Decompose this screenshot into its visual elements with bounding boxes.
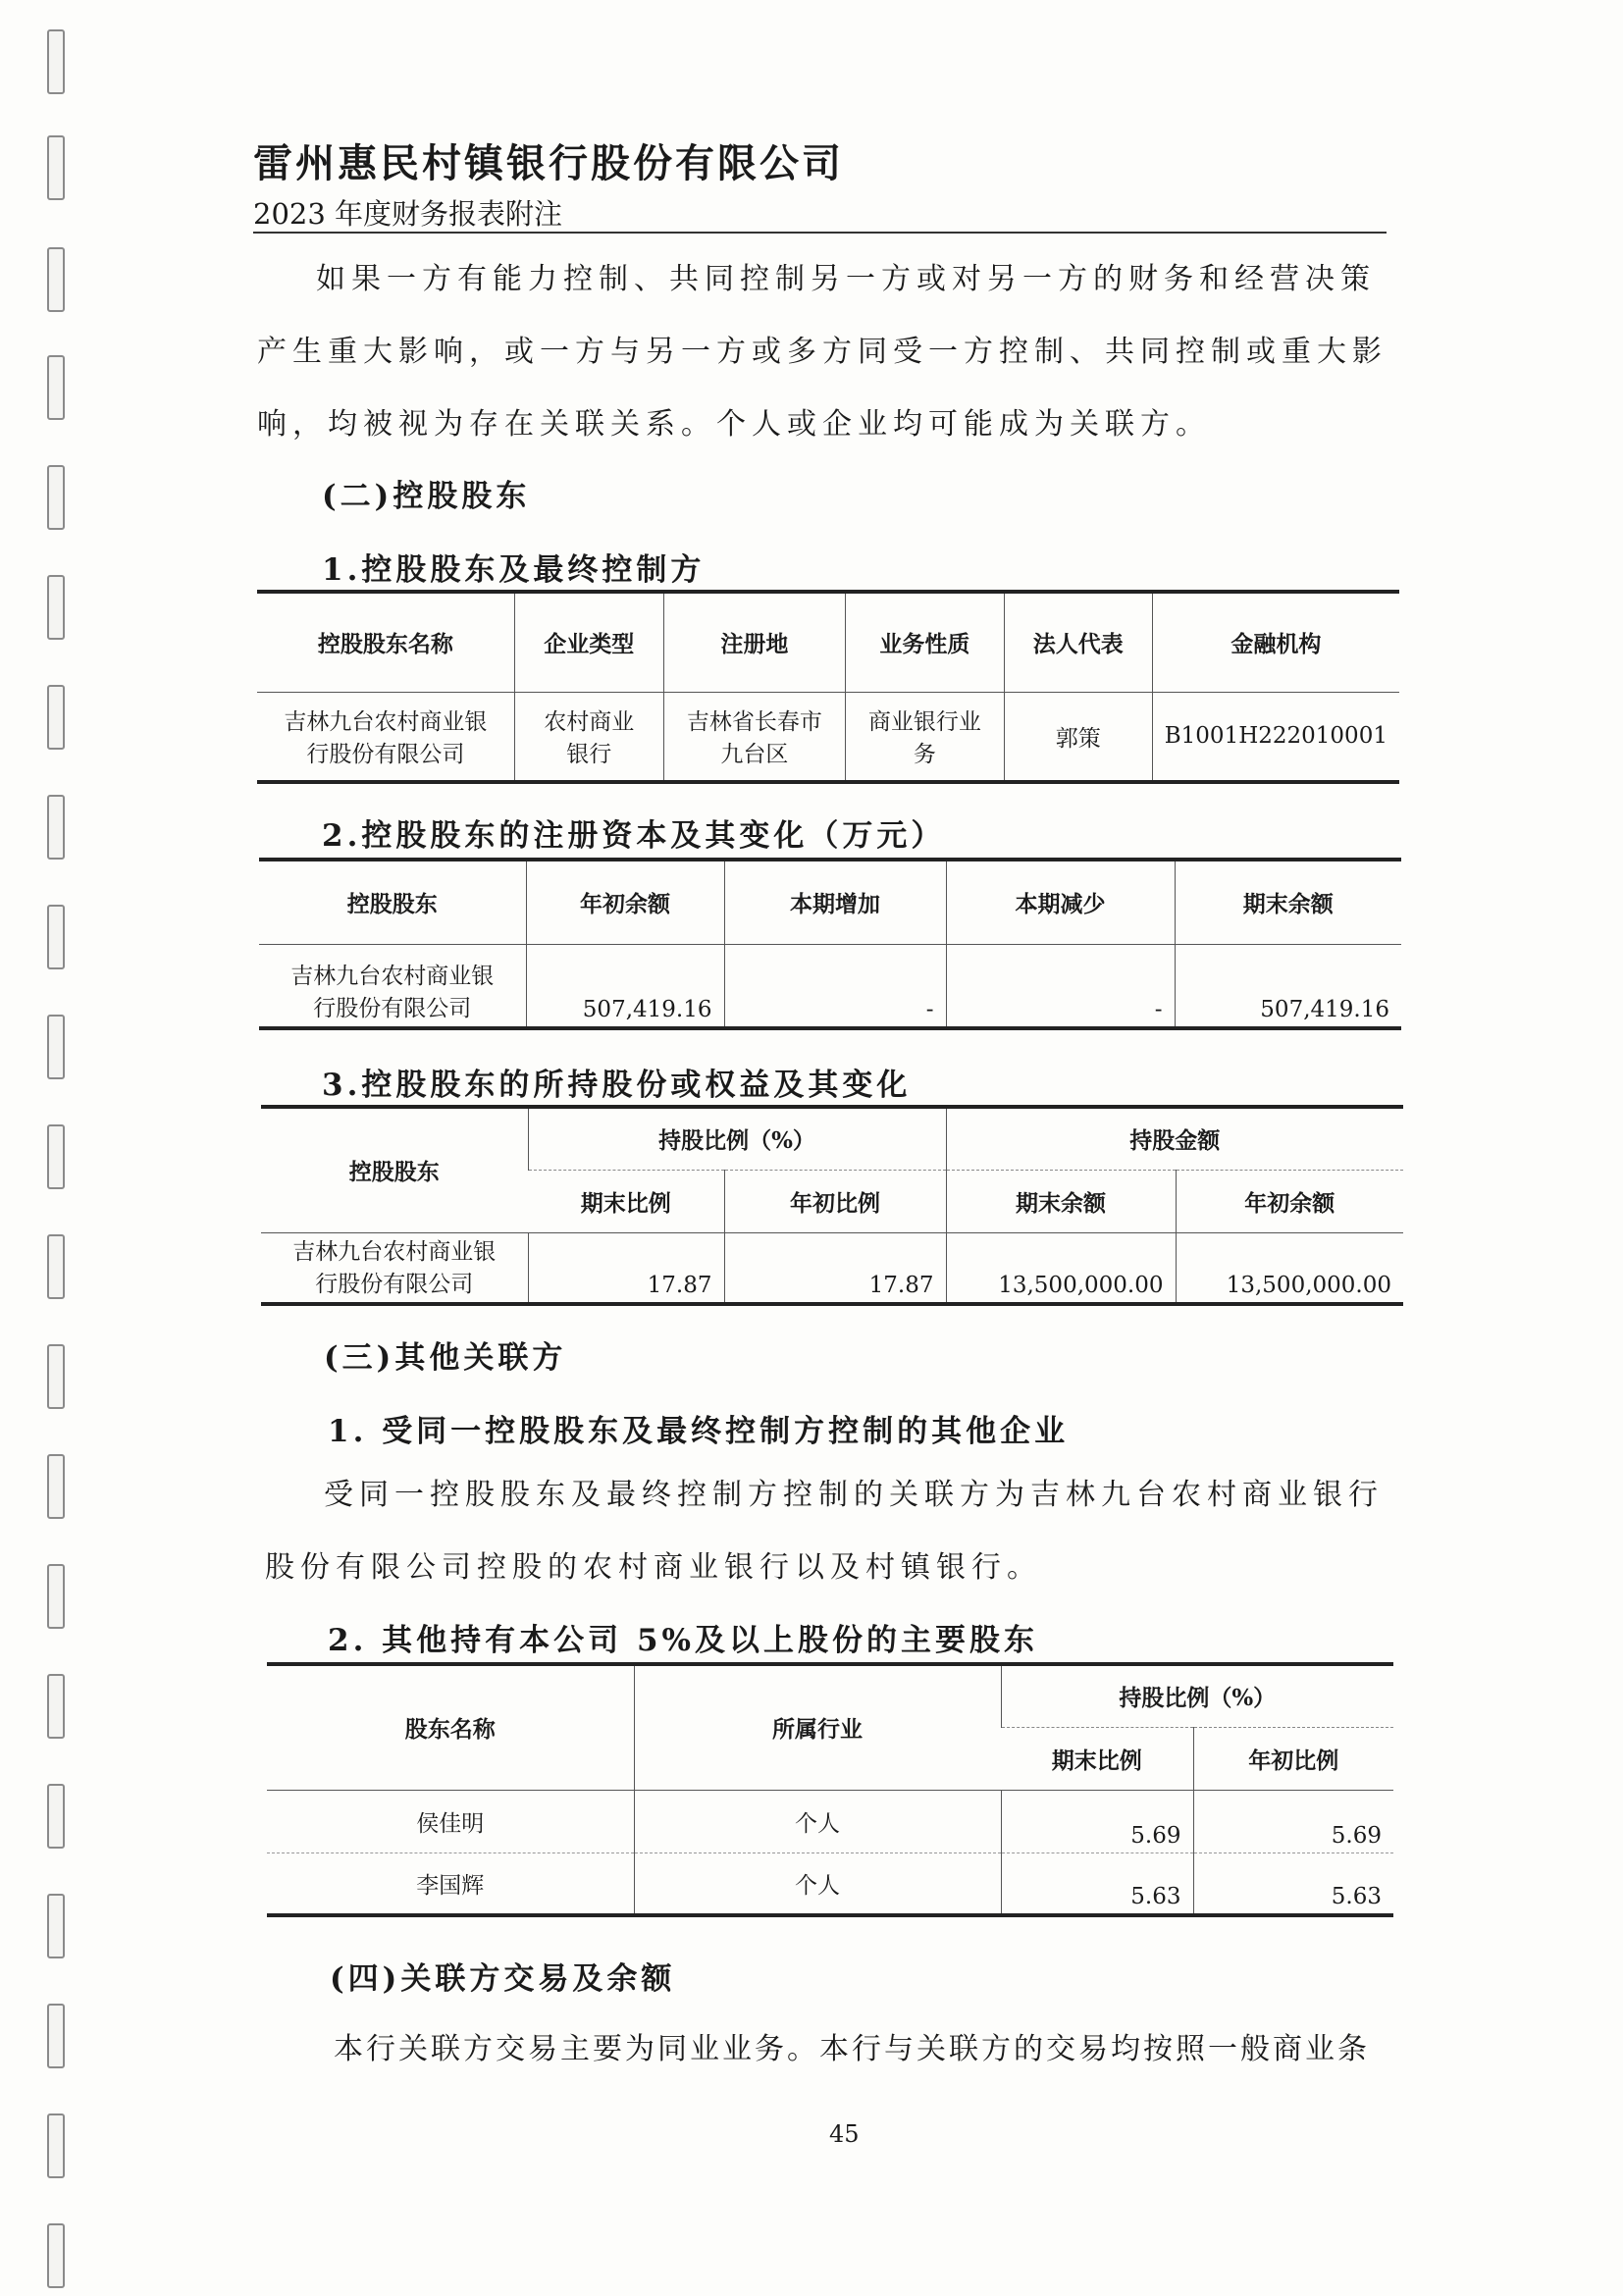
table-row xyxy=(257,692,1399,782)
cell-shareholder-name: 李国辉 xyxy=(416,1872,485,1899)
shareholding-table xyxy=(261,1105,1403,1306)
col-header: 年初比例 xyxy=(724,1170,946,1232)
cell-end-ratio: 17.87 xyxy=(528,1232,724,1304)
section-4-heading: (四)关联方交易及余额 xyxy=(330,1961,676,1997)
cell-end-ratio: 5.69 xyxy=(1001,1790,1193,1852)
section-3-heading: (三)其他关联方 xyxy=(324,1340,567,1376)
table-row xyxy=(261,1232,1403,1304)
cell-shareholder-name: 吉林九台农村商业银行股份有限公司 xyxy=(284,709,488,768)
cell-enterprise-type: 农村商业银行 xyxy=(514,692,663,782)
col-header: 企业类型 xyxy=(514,592,663,692)
cell-shareholder: 吉林九台农村商业银行股份有限公司 xyxy=(292,1238,497,1297)
section-3-1-paragraph: 受同一控股股东及最终控制方控制的关联方为吉林九台农村商业银行股份有限公司控股的农村商业银行以及村镇银行。 xyxy=(265,1478,1384,1585)
cell-end-ratio: 5.63 xyxy=(1001,1852,1193,1915)
section-2-1-heading: 1.控股股东及最终控制方 xyxy=(322,552,706,588)
group-header: 持股比例（%） xyxy=(1001,1664,1393,1727)
cell-start-ratio: 5.69 xyxy=(1193,1790,1393,1852)
cell-decrease: - xyxy=(946,944,1175,1028)
col-header: 金融机构 xyxy=(1152,592,1399,692)
cell-shareholder: 吉林九台农村商业银行股份有限公司 xyxy=(290,964,495,1021)
cell-closing-balance: 507,419.16 xyxy=(1175,944,1401,1028)
col-header: 本期增加 xyxy=(724,860,946,944)
cell-start-ratio: 5.63 xyxy=(1193,1852,1393,1915)
page-number: 45 xyxy=(829,2120,860,2148)
cell-registered-place: 吉林省长春市九台区 xyxy=(663,692,846,782)
registered-capital-table xyxy=(259,858,1401,1030)
intro-paragraph: 如果一方有能力控制、共同控制另一方或对另一方的财务和经营决策产生重大影响，或一方与另一方或多方同受一方控制、共同控制或重大影响，均被视为存在关联关系。个人或企业均可能成为关联方。 xyxy=(257,262,1387,442)
section-2-2-heading: 2.控股股东的注册资本及其变化（万元） xyxy=(322,818,946,854)
cell-start-amount: 13,500,000.00 xyxy=(1176,1232,1403,1304)
col-header: 法人代表 xyxy=(1004,592,1152,692)
page-header-title: 雷州惠民村镇银行股份有限公司 xyxy=(253,140,844,186)
table-row xyxy=(267,1790,1393,1852)
col-header: 期末余额 xyxy=(946,1170,1176,1232)
page-header-subtitle: 2023 年度财务报表附注 xyxy=(253,197,563,231)
table-row xyxy=(267,1852,1393,1915)
cell-industry: 个人 xyxy=(634,1852,1001,1915)
table-row xyxy=(259,944,1401,1028)
col-header: 年初余额 xyxy=(1176,1170,1403,1232)
col-header: 年初比例 xyxy=(1193,1727,1393,1790)
section-3-1-heading: 1. 受同一控股股东及最终控制方控制的其他企业 xyxy=(328,1414,1070,1449)
cell-increase: - xyxy=(724,944,946,1028)
section-2-heading: (二)控股股东 xyxy=(322,479,531,514)
cell-business-nature: 商业银行业务 xyxy=(846,692,1004,782)
group-header: 持股金额 xyxy=(946,1107,1403,1170)
col-header: 控股股东 xyxy=(259,860,526,944)
major-shareholders-table xyxy=(267,1662,1393,1917)
cell-industry: 个人 xyxy=(634,1790,1001,1852)
col-header: 所属行业 xyxy=(634,1664,1001,1790)
cell-end-amount: 13,500,000.00 xyxy=(946,1232,1176,1304)
col-header: 控股股东名称 xyxy=(257,592,514,692)
col-header: 期末余额 xyxy=(1175,860,1401,944)
cell-start-ratio: 17.87 xyxy=(724,1232,946,1304)
col-header: 本期减少 xyxy=(946,860,1175,944)
cell-opening-balance: 507,419.16 xyxy=(526,944,724,1028)
cell-shareholder-name: 侯佳明 xyxy=(267,1790,634,1852)
col-header: 股东名称 xyxy=(267,1664,634,1790)
col-header: 期末比例 xyxy=(1001,1727,1193,1790)
section-3-2-heading: 2. 其他持有本公司 5%及以上股份的主要股东 xyxy=(328,1623,1038,1658)
controlling-shareholder-table xyxy=(257,590,1399,784)
cell-legal-rep: 郭策 xyxy=(1004,692,1152,782)
col-header: 期末比例 xyxy=(528,1170,724,1232)
col-header: 业务性质 xyxy=(846,592,1004,692)
section-2-3-heading: 3.控股股东的所持股份或权益及其变化 xyxy=(322,1068,912,1103)
section-4-paragraph: 本行关联方交易主要为同业业务。本行与关联方的交易均按照一般商业条 xyxy=(334,2032,1370,2066)
cell-financial-institution-code: B1001H222010001 xyxy=(1152,692,1399,782)
header-rule xyxy=(253,232,1387,234)
col-header: 控股股东 xyxy=(261,1107,528,1232)
col-header: 年初余额 xyxy=(526,860,724,944)
col-header: 注册地 xyxy=(663,592,846,692)
group-header: 持股比例（%） xyxy=(528,1107,946,1170)
